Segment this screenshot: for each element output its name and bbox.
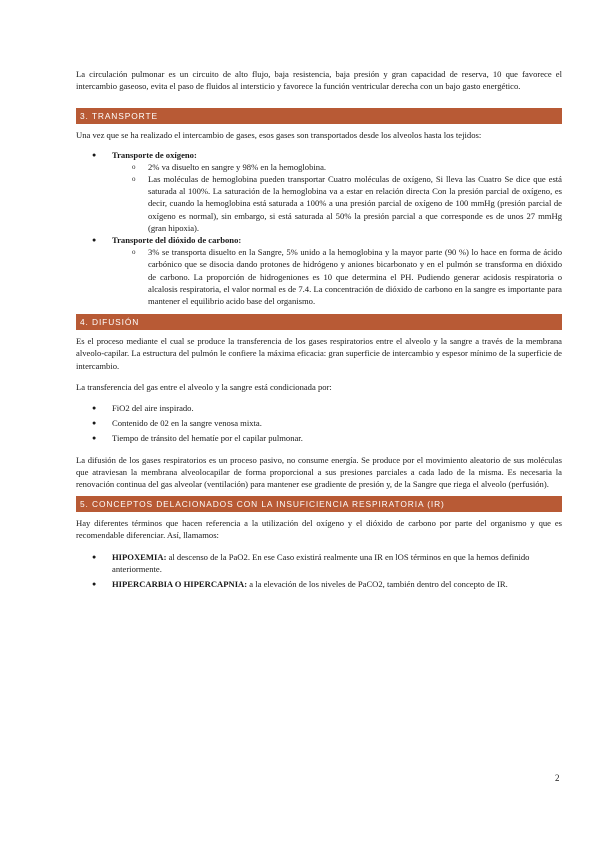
transport-list xyxy=(76,149,562,308)
bullet-icon: ● xyxy=(92,434,97,443)
sublist-item-text: Las moléculas de hemoglobina pueden transportar Cuatro moléculas de oxígeno, Si lleva las Cuatro Se dice que está saturada al 100%. La saturación de la hemoglobina va a estar en relación directa Con la presión parcial de oxígeno, es decir, cuando la hemoglobina está saturada a 100% a una presión parcial de oxígeno de 100 mmHg (presión parcial de oxígeno es normal), sin embargo, si está saturada al 50% la presión parcial a que corresponde es de unos 27 mmHg (gran hipoxia). xyxy=(148,174,562,233)
list-item xyxy=(76,234,562,307)
page-number: 2 xyxy=(555,773,560,783)
section-heading-difusion: 4. DIFUSIÓN xyxy=(76,314,562,330)
intro-paragraph: La circulación pulmonar es un circuito de alto flujo, baja resistencia, baja presión y gran capacidad de reserva, 10 que favorece el intercambio gaseoso, evita el paso de fluidos al intersticio y favorece la función ventricular derecha con un bajo gasto energético. xyxy=(76,69,562,92)
list-item xyxy=(76,402,562,414)
concept-definition: al descenso de la PaO2. En ese Caso existirá realmente una IR en lOS términos en que la hemos definido anteriormente. xyxy=(112,551,530,574)
section5-paragraph: Hay diferentes términos que hacen referencia a la utilización del oxígeno y el dióxido de carbono por parte del organismo y que es recomendable diferenciar. Así, llamamos: xyxy=(76,518,562,541)
sublist-item xyxy=(76,173,562,234)
bullet-icon: ● xyxy=(92,236,97,245)
list-item-heading: Transporte de oxígeno: xyxy=(112,149,197,160)
concept-term: HIPOXEMIA: xyxy=(112,551,167,562)
sublist-item-text: 2% va disuelto en sangre y 98% en la hemoglobina. xyxy=(148,161,327,172)
list-item-text: Tiempo de tránsito del hematíe por el capilar pulmonar. xyxy=(112,433,303,444)
section4-paragraph-2: La transferencia del gas entre el alveolo y la sangre está condicionada por: xyxy=(76,381,332,392)
bullet-icon: ● xyxy=(92,150,97,159)
list-item xyxy=(76,149,562,234)
list-item xyxy=(76,578,562,590)
concept-term: HIPERCARBIA O HIPERCAPNIA: xyxy=(112,579,248,590)
bullet-icon: ● xyxy=(92,552,97,561)
sublist-item xyxy=(76,246,562,307)
diffusion-factors-list xyxy=(76,402,562,445)
circle-bullet-icon: o xyxy=(132,175,136,184)
circle-bullet-icon: o xyxy=(132,162,136,171)
bullet-icon: ● xyxy=(92,580,97,589)
section4-paragraph-3: La difusión de los gases respiratorios es un proceso pasivo, no consume energía. Se produce por el movimiento aleatorio de sus moléculas que atraviesan la membrana alveolocapilar de forma proporcional a sus presiones parciales a cada lado de la misma. Es necesaria la renovación continua del gas alveolar (ventilación) para mantener ese gradiente de presión y, de la Sangre que riega el alveolo (perfusión). xyxy=(76,454,562,490)
section-heading-transporte: 3. TRANSPORTE xyxy=(76,108,562,124)
list-item xyxy=(76,417,562,429)
circle-bullet-icon: o xyxy=(132,248,136,257)
section3-intro: Una vez que se ha realizado el intercambio de gases, esos gases son transportados desde los alveolos hasta los tejidos: xyxy=(76,130,482,141)
sublist-item-text: 3% se transporta disuelto en la Sangre, 5% unido a la hemoglobina y la mayor parte (90 %) lo hace en forma de ácido carbónico que se disocia dando protones de hidrógeno y aniones bicarbonato y en el pulmón se transforma en dióxido de carbono. La proporción de hidrogeniones es 10 que determina el PH. Pudiendo generar acidosis respiratoria o alcalosis respiratoria, el valor normal es de 7.4. La concentración de dióxido de carbono en la sangre es importante para mantener el equilibrio acido base del organismo. xyxy=(148,247,562,307)
bullet-icon: ● xyxy=(92,404,97,413)
bullet-icon: ● xyxy=(92,419,97,428)
concepts-list xyxy=(76,551,562,591)
sublist-item xyxy=(76,161,562,173)
list-item-text: Contenido de 02 en la sangre venosa mixta. xyxy=(112,418,262,429)
document-page xyxy=(76,68,562,590)
list-item xyxy=(76,432,562,444)
section-heading-conceptos: 5. CONCEPTOS DELACIONADOS CON LA INSUFICIENCIA RESPIRATORIA (IR) xyxy=(76,496,562,512)
section4-paragraph-1: Es el proceso mediante el cual se produce la transferencia de los gases respiratorios entre el alveolo y la sangre a través de la membrana alveolo-capilar. La estructura del pulmón le confiere la máxima eficacia: gran superficie de intercambio y espesor mínimo de la superficie de intercambio. xyxy=(76,336,562,371)
list-item-text: FiO2 del aire inspirado. xyxy=(112,403,194,414)
list-item-heading: Transporte del dióxido de carbono: xyxy=(112,235,242,246)
list-item xyxy=(76,551,562,575)
concept-definition: a la elevación de los niveles de PaCO2, también dentro del concepto de IR. xyxy=(247,579,508,590)
sublist xyxy=(76,246,562,307)
sublist xyxy=(76,161,562,234)
